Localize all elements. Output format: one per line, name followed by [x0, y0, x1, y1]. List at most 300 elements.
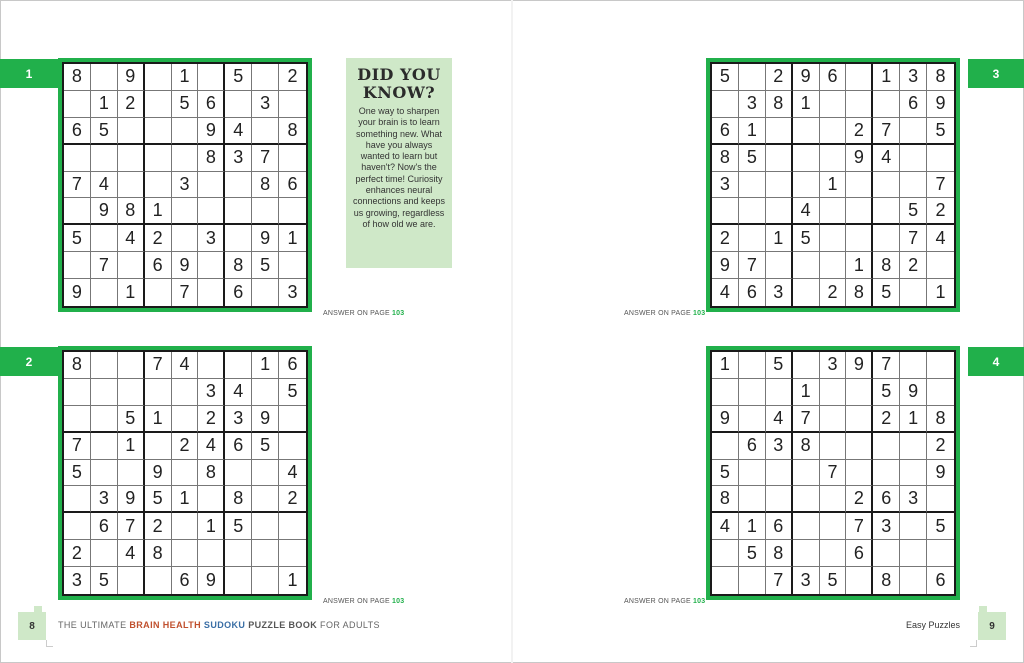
puzzle-number-tab-4	[968, 347, 1024, 376]
sudoku-cell	[225, 567, 252, 594]
sudoku-cell	[766, 145, 793, 172]
sudoku-cell	[252, 64, 279, 91]
sudoku-cell	[64, 379, 91, 406]
sudoku-cell: 4	[766, 406, 793, 433]
sudoku-cell	[118, 118, 145, 145]
sudoku-cell	[118, 145, 145, 172]
sudoku-cell	[252, 118, 279, 145]
sudoku-cell	[91, 279, 118, 306]
sudoku-cell: 5	[927, 118, 954, 145]
sudoku-cell	[900, 279, 927, 306]
sudoku-cell	[873, 172, 900, 199]
sudoku-cell	[793, 513, 820, 540]
sudoku-cell	[279, 145, 306, 172]
sudoku-cell: 5	[252, 252, 279, 279]
sudoku-cell	[91, 460, 118, 487]
sudoku-cell	[172, 460, 199, 487]
sudoku-cell: 4	[118, 225, 145, 252]
sudoku-cell: 5	[64, 225, 91, 252]
sudoku-cell: 1	[252, 352, 279, 379]
sudoku-cell	[846, 433, 873, 460]
sudoku-cell: 8	[766, 540, 793, 567]
sudoku-cell: 9	[900, 379, 927, 406]
sudoku-cell: 6	[279, 352, 306, 379]
sudoku-cell	[172, 406, 199, 433]
sudoku-cell: 8	[766, 91, 793, 118]
sudoku-cell: 3	[64, 567, 91, 594]
sudoku-cell	[225, 460, 252, 487]
sudoku-cell	[793, 460, 820, 487]
sudoku-cell	[820, 225, 847, 252]
sudoku-cell	[900, 172, 927, 199]
sudoku-cell	[118, 567, 145, 594]
sudoku-cell: 4	[172, 352, 199, 379]
sudoku-cell: 1	[820, 172, 847, 199]
sudoku-cell	[198, 64, 225, 91]
sudoku-cell	[198, 279, 225, 306]
sudoku-cell: 4	[198, 433, 225, 460]
sudoku-cell	[766, 252, 793, 279]
sudoku-cell	[712, 567, 739, 594]
sudoku-cell: 5	[712, 460, 739, 487]
sudoku-cell	[739, 406, 766, 433]
sudoku-cell: 2	[64, 540, 91, 567]
sudoku-cell: 3	[739, 91, 766, 118]
sudoku-cell	[712, 198, 739, 225]
sudoku-cell: 8	[225, 486, 252, 513]
sudoku-cell: 7	[820, 460, 847, 487]
sudoku-cell: 3	[766, 433, 793, 460]
sudoku-cell: 6	[91, 513, 118, 540]
sudoku-cell: 1	[145, 406, 172, 433]
sudoku-cell	[145, 433, 172, 460]
crop-mark	[970, 640, 977, 647]
sudoku-cell: 9	[172, 252, 199, 279]
sudoku-cell	[118, 352, 145, 379]
sudoku-cell: 4	[873, 145, 900, 172]
sudoku-cell	[252, 279, 279, 306]
sudoku-cell	[145, 172, 172, 199]
sudoku-cell: 2	[873, 406, 900, 433]
sudoku-cell: 8	[793, 433, 820, 460]
sudoku-cell: 6	[739, 433, 766, 460]
sudoku-cell	[252, 198, 279, 225]
sudoku-cell	[873, 540, 900, 567]
sudoku-cell: 6	[225, 433, 252, 460]
answer-note-2	[323, 598, 404, 605]
sudoku-cell: 9	[91, 198, 118, 225]
puzzle-number: 2	[25, 354, 33, 369]
sudoku-grid	[62, 350, 308, 596]
sudoku-cell: 8	[145, 540, 172, 567]
sudoku-cell: 9	[793, 64, 820, 91]
sudoku-cell: 1	[766, 225, 793, 252]
sudoku-cell	[118, 460, 145, 487]
sudoku-cell	[820, 513, 847, 540]
section-name: Easy Puzzles	[906, 620, 961, 630]
sudoku-cell	[793, 172, 820, 199]
sudoku-cell: 5	[225, 513, 252, 540]
sudoku-cell	[252, 460, 279, 487]
sudoku-cell: 5	[873, 279, 900, 306]
sudoku-cell: 1	[279, 225, 306, 252]
answer-label: ANSWER ON PAGE	[624, 310, 691, 317]
sudoku-cell	[820, 406, 847, 433]
sudoku-cell: 3	[873, 513, 900, 540]
sudoku-cell: 5	[793, 225, 820, 252]
sudoku-cell	[279, 433, 306, 460]
sudoku-cell: 8	[225, 252, 252, 279]
sudoku-cell	[198, 352, 225, 379]
sudoku-cell: 3	[900, 486, 927, 513]
sudoku-cell: 9	[712, 252, 739, 279]
sudoku-cell: 6	[820, 64, 847, 91]
sudoku-cell: 9	[198, 118, 225, 145]
title-part: SUDOKU	[203, 620, 246, 630]
sudoku-cell: 1	[900, 406, 927, 433]
sudoku-cell	[91, 540, 118, 567]
sudoku-cell: 1	[712, 352, 739, 379]
sudoku-cell: 2	[198, 406, 225, 433]
sudoku-cell: 2	[846, 486, 873, 513]
sudoku-cell: 2	[766, 64, 793, 91]
answer-page: 103	[392, 310, 405, 317]
did-you-know-text: One way to sharpen your brain is to learn something new. What have you always wanted to learn but haven't? Now's the perfect time! Curiosity enhances neural connections and keeps us growing, regardless of how old we are.	[352, 106, 446, 229]
did-you-know-box	[346, 58, 452, 268]
sudoku-cell: 3	[225, 406, 252, 433]
sudoku-cell: 3	[820, 352, 847, 379]
sudoku-cell: 1	[935, 282, 946, 303]
sudoku-cell: 7	[927, 172, 954, 199]
sudoku-cell: 2	[172, 433, 199, 460]
sudoku-cell: 7	[64, 433, 91, 460]
sudoku-cell: 5	[927, 513, 954, 540]
sudoku-cell: 6	[145, 252, 172, 279]
sudoku-cell: 4	[225, 118, 252, 145]
sudoku-cell	[64, 198, 91, 225]
sudoku-cell: 3	[172, 172, 199, 199]
sudoku-cell	[739, 460, 766, 487]
sudoku-cell: 3	[252, 91, 279, 118]
sudoku-cell: 1	[198, 513, 225, 540]
sudoku-cell	[793, 486, 820, 513]
sudoku-cell	[172, 225, 199, 252]
puzzle-number-tab-3	[968, 59, 1024, 88]
sudoku-cell	[118, 172, 145, 199]
sudoku-cell	[820, 486, 847, 513]
sudoku-cell: 2	[145, 225, 172, 252]
sudoku-cell	[846, 460, 873, 487]
sudoku-cell	[172, 198, 199, 225]
answer-label: ANSWER ON PAGE	[624, 598, 691, 605]
sudoku-cell: 7	[91, 252, 118, 279]
sudoku-cell: 9	[118, 64, 145, 91]
sudoku-cell: 6	[873, 486, 900, 513]
sudoku-cell: 2	[279, 486, 306, 513]
sudoku-cell	[145, 145, 172, 172]
sudoku-cell	[225, 198, 252, 225]
sudoku-cell: 9	[198, 567, 225, 594]
sudoku-cell	[64, 513, 91, 540]
sudoku-cell	[91, 379, 118, 406]
sudoku-cell	[172, 118, 199, 145]
sudoku-cell: 8	[873, 252, 900, 279]
sudoku-cell: 2	[927, 433, 954, 460]
answer-label: ANSWER ON PAGE	[323, 598, 390, 605]
sudoku-cell: 5	[172, 91, 199, 118]
sudoku-cell: 5	[225, 64, 252, 91]
sudoku-cell: 8	[198, 145, 225, 172]
sudoku-cell: 1	[145, 198, 172, 225]
sudoku-cell	[712, 91, 739, 118]
sudoku-cell	[900, 433, 927, 460]
sudoku-cell	[739, 352, 766, 379]
sudoku-cell	[225, 540, 252, 567]
sudoku-cell	[873, 433, 900, 460]
sudoku-cell: 8	[927, 64, 954, 91]
sudoku-cell	[252, 540, 279, 567]
sudoku-cell	[900, 567, 927, 594]
sudoku-cell	[279, 406, 306, 433]
sudoku-cell: 5	[739, 145, 766, 172]
sudoku-cell: 6	[712, 118, 739, 145]
sudoku-cell: 4	[91, 172, 118, 199]
sudoku-cell	[198, 198, 225, 225]
puzzle-number: 4	[992, 354, 1000, 369]
sudoku-cell: 9	[252, 225, 279, 252]
sudoku-cell	[793, 118, 820, 145]
sudoku-cell	[279, 513, 306, 540]
sudoku-cell	[91, 433, 118, 460]
sudoku-cell	[279, 540, 306, 567]
sudoku-cell	[712, 379, 739, 406]
sudoku-cell: 3	[712, 172, 739, 199]
sudoku-cell	[820, 433, 847, 460]
sudoku-cell	[820, 91, 847, 118]
page-number-left	[18, 612, 46, 640]
sudoku-cell	[873, 225, 900, 252]
sudoku-cell: 8	[64, 352, 91, 379]
sudoku-cell	[225, 172, 252, 199]
sudoku-cell	[279, 252, 306, 279]
sudoku-cell: 1	[739, 118, 766, 145]
sudoku-cell	[118, 252, 145, 279]
sudoku-cell	[846, 91, 873, 118]
sudoku-cell	[172, 379, 199, 406]
sudoku-cell: 5	[118, 406, 145, 433]
puzzle-number-tab-1	[0, 59, 58, 88]
sudoku-cell: 2	[145, 513, 172, 540]
page-number-right	[978, 612, 1006, 640]
sudoku-cell: 8	[712, 145, 739, 172]
sudoku-cell: 1	[739, 513, 766, 540]
sudoku-cell	[846, 379, 873, 406]
sudoku-cell: 2	[820, 279, 847, 306]
sudoku-cell: 7	[766, 567, 793, 594]
sudoku-cell: 9	[927, 91, 954, 118]
sudoku-cell: 2	[118, 91, 145, 118]
sudoku-cell: 1	[793, 91, 820, 118]
answer-label: ANSWER ON PAGE	[323, 310, 390, 317]
sudoku-cell: 9	[927, 460, 954, 487]
sudoku-cell	[252, 486, 279, 513]
answer-page: 103	[392, 598, 405, 605]
sudoku-cell	[64, 252, 91, 279]
title-part: THE ULTIMATE	[58, 620, 127, 630]
sudoku-cell	[900, 352, 927, 379]
sudoku-cell: 2	[900, 252, 927, 279]
page-number: 8	[29, 620, 35, 632]
sudoku-cell	[820, 198, 847, 225]
sudoku-cell	[766, 486, 793, 513]
sudoku-cell: 2	[712, 225, 739, 252]
puzzle-number: 1	[25, 66, 33, 81]
sudoku-cell	[873, 91, 900, 118]
did-you-know-title: DID YOU KNOW?	[357, 65, 441, 102]
sudoku-cell: 6	[846, 540, 873, 567]
sudoku-cell	[145, 118, 172, 145]
sudoku-cell: 8	[252, 172, 279, 199]
sudoku-grid	[710, 62, 956, 308]
sudoku-puzzle-4	[706, 346, 960, 600]
sudoku-cell: 1	[91, 91, 118, 118]
sudoku-cell: 7	[145, 352, 172, 379]
answer-note-3	[624, 310, 705, 317]
sudoku-cell	[118, 379, 145, 406]
sudoku-cell	[846, 172, 873, 199]
sudoku-cell: 4	[712, 513, 739, 540]
sudoku-cell	[927, 352, 954, 379]
sudoku-cell	[225, 352, 252, 379]
sudoku-cell	[846, 198, 873, 225]
sudoku-cell	[793, 252, 820, 279]
sudoku-cell: 7	[873, 352, 900, 379]
sudoku-cell: 7	[252, 145, 279, 172]
sudoku-cell: 4	[793, 198, 820, 225]
sudoku-cell	[252, 567, 279, 594]
sudoku-cell: 7	[900, 225, 927, 252]
sudoku-cell	[793, 540, 820, 567]
sudoku-cell	[820, 379, 847, 406]
sudoku-cell: 6	[900, 91, 927, 118]
sudoku-cell	[900, 460, 927, 487]
sudoku-cell: 2	[279, 64, 306, 91]
sudoku-cell	[820, 252, 847, 279]
sudoku-puzzle-1	[58, 58, 312, 312]
sudoku-cell	[820, 540, 847, 567]
sudoku-cell: 5	[873, 379, 900, 406]
sudoku-cell	[64, 145, 91, 172]
sudoku-cell	[64, 91, 91, 118]
sudoku-cell: 9	[145, 460, 172, 487]
sudoku-cell	[820, 145, 847, 172]
sudoku-cell: 7	[118, 513, 145, 540]
book-spine	[511, 0, 513, 663]
sudoku-cell	[927, 540, 954, 567]
sudoku-cell: 2	[927, 198, 954, 225]
sudoku-cell: 5	[820, 567, 847, 594]
answer-note-4	[624, 598, 705, 605]
sudoku-cell	[225, 91, 252, 118]
sudoku-cell: 8	[279, 118, 306, 145]
sudoku-cell	[172, 145, 199, 172]
sudoku-cell: 3	[900, 64, 927, 91]
sudoku-cell	[846, 406, 873, 433]
sudoku-cell	[900, 145, 927, 172]
sudoku-cell: 7	[793, 406, 820, 433]
sudoku-cell: 3	[287, 282, 298, 303]
sudoku-cell: 5	[279, 379, 306, 406]
sudoku-cell: 5	[900, 198, 927, 225]
sudoku-cell	[91, 145, 118, 172]
puzzle-number-tab-2	[0, 347, 58, 376]
sudoku-cell: 9	[64, 279, 91, 306]
sudoku-cell	[739, 379, 766, 406]
sudoku-cell	[900, 118, 927, 145]
answer-page: 103	[693, 310, 706, 317]
sudoku-cell: 5	[91, 567, 118, 594]
sudoku-cell	[793, 352, 820, 379]
sudoku-cell	[900, 540, 927, 567]
sudoku-cell	[739, 486, 766, 513]
sudoku-cell	[739, 64, 766, 91]
sudoku-grid	[710, 350, 956, 596]
sudoku-cell: 6	[739, 279, 766, 306]
sudoku-cell: 1	[287, 570, 298, 591]
sudoku-cell: 2	[846, 118, 873, 145]
sudoku-cell: 1	[172, 486, 199, 513]
sudoku-grid	[62, 62, 308, 308]
sudoku-cell: 8	[846, 279, 873, 306]
sudoku-cell	[198, 486, 225, 513]
sudoku-cell	[766, 379, 793, 406]
sudoku-cell	[172, 540, 199, 567]
sudoku-cell: 8	[118, 198, 145, 225]
sudoku-cell	[91, 64, 118, 91]
sudoku-cell	[766, 198, 793, 225]
sudoku-cell	[927, 252, 954, 279]
sudoku-cell: 7	[873, 118, 900, 145]
sudoku-cell	[712, 433, 739, 460]
sudoku-cell: 3	[766, 279, 793, 306]
sudoku-cell	[91, 225, 118, 252]
sudoku-cell: 7	[172, 279, 199, 306]
sudoku-cell: 1	[172, 64, 199, 91]
sudoku-cell: 3	[91, 486, 118, 513]
sudoku-cell: 6	[279, 172, 306, 199]
sudoku-cell	[145, 567, 172, 594]
sudoku-cell: 7	[64, 172, 91, 199]
sudoku-cell: 5	[712, 64, 739, 91]
sudoku-cell	[846, 225, 873, 252]
puzzle-number: 3	[992, 66, 1000, 81]
sudoku-cell	[927, 145, 954, 172]
sudoku-cell	[198, 252, 225, 279]
sudoku-cell	[846, 567, 873, 594]
sudoku-cell: 6	[225, 279, 252, 306]
sudoku-cell: 3	[198, 225, 225, 252]
sudoku-cell	[279, 198, 306, 225]
sudoku-cell: 5	[64, 460, 91, 487]
sudoku-cell	[900, 513, 927, 540]
sudoku-cell	[279, 91, 306, 118]
sudoku-cell: 3	[793, 567, 820, 594]
sudoku-cell	[172, 513, 199, 540]
running-title	[58, 620, 380, 630]
sudoku-cell: 6	[766, 513, 793, 540]
sudoku-cell	[739, 225, 766, 252]
sudoku-cell: 1	[118, 279, 145, 306]
